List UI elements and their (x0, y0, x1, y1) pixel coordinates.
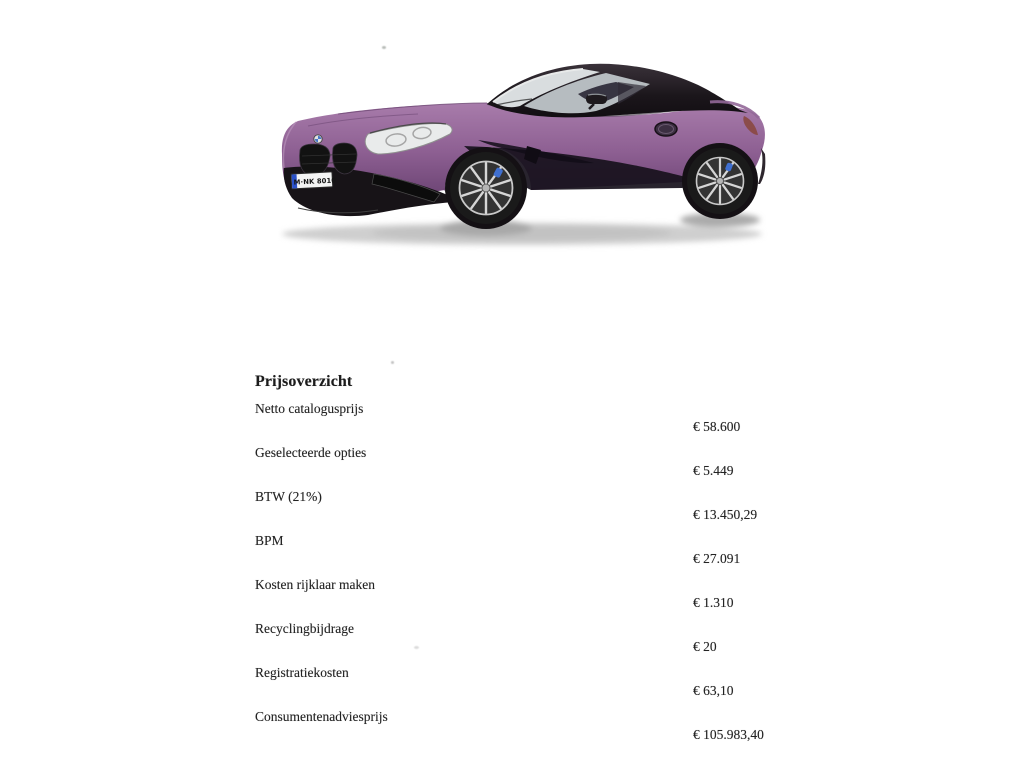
price-row (255, 706, 875, 750)
price-row-value: € 27.091 (693, 551, 741, 566)
price-row (255, 530, 875, 574)
price-row-label: BPM (255, 533, 284, 548)
price-row-value: € 58.600 (693, 419, 741, 434)
price-row (255, 442, 875, 486)
price-row-label: Geselecteerde opties (255, 445, 367, 460)
price-row-label: BTW (21%) (255, 489, 322, 504)
price-row-value: € 20 (693, 639, 717, 654)
price-row (255, 662, 875, 706)
price-row-value: € 1.310 (693, 595, 734, 610)
fuel-cap (655, 122, 677, 136)
price-row-value: € 13.450,29 (693, 507, 758, 522)
price-row-label: Recyclingbijdrage (255, 621, 354, 636)
price-row-label: Registratiekosten (255, 665, 349, 680)
price-row-value: € 5.449 (693, 463, 734, 478)
price-overview-section (255, 373, 875, 750)
front-wheel (450, 152, 522, 224)
price-rows (255, 398, 875, 750)
price-row (255, 398, 875, 442)
price-row-value: € 105.983,40 (693, 727, 764, 742)
scan-artifact (382, 46, 386, 49)
car-shadow (282, 213, 762, 245)
price-row (255, 574, 875, 618)
rear-wheel (687, 148, 753, 214)
car-illustration (278, 42, 768, 257)
price-row (255, 618, 875, 662)
price-row-label: Kosten rijklaar maken (255, 577, 375, 592)
license-plate-text: M·NK 8010 (293, 176, 337, 187)
price-row-label: Consumentenadviesprijs (255, 709, 388, 724)
vehicle-image (278, 42, 768, 257)
license-plate (291, 172, 337, 189)
scan-artifact (391, 361, 394, 364)
bmw-roundel-icon (314, 135, 322, 143)
price-row (255, 486, 875, 530)
price-row-value: € 63,10 (693, 683, 734, 698)
price-row-label: Netto catalogusprijs (255, 401, 364, 416)
price-overview-title: Prijsoverzicht (255, 373, 353, 390)
